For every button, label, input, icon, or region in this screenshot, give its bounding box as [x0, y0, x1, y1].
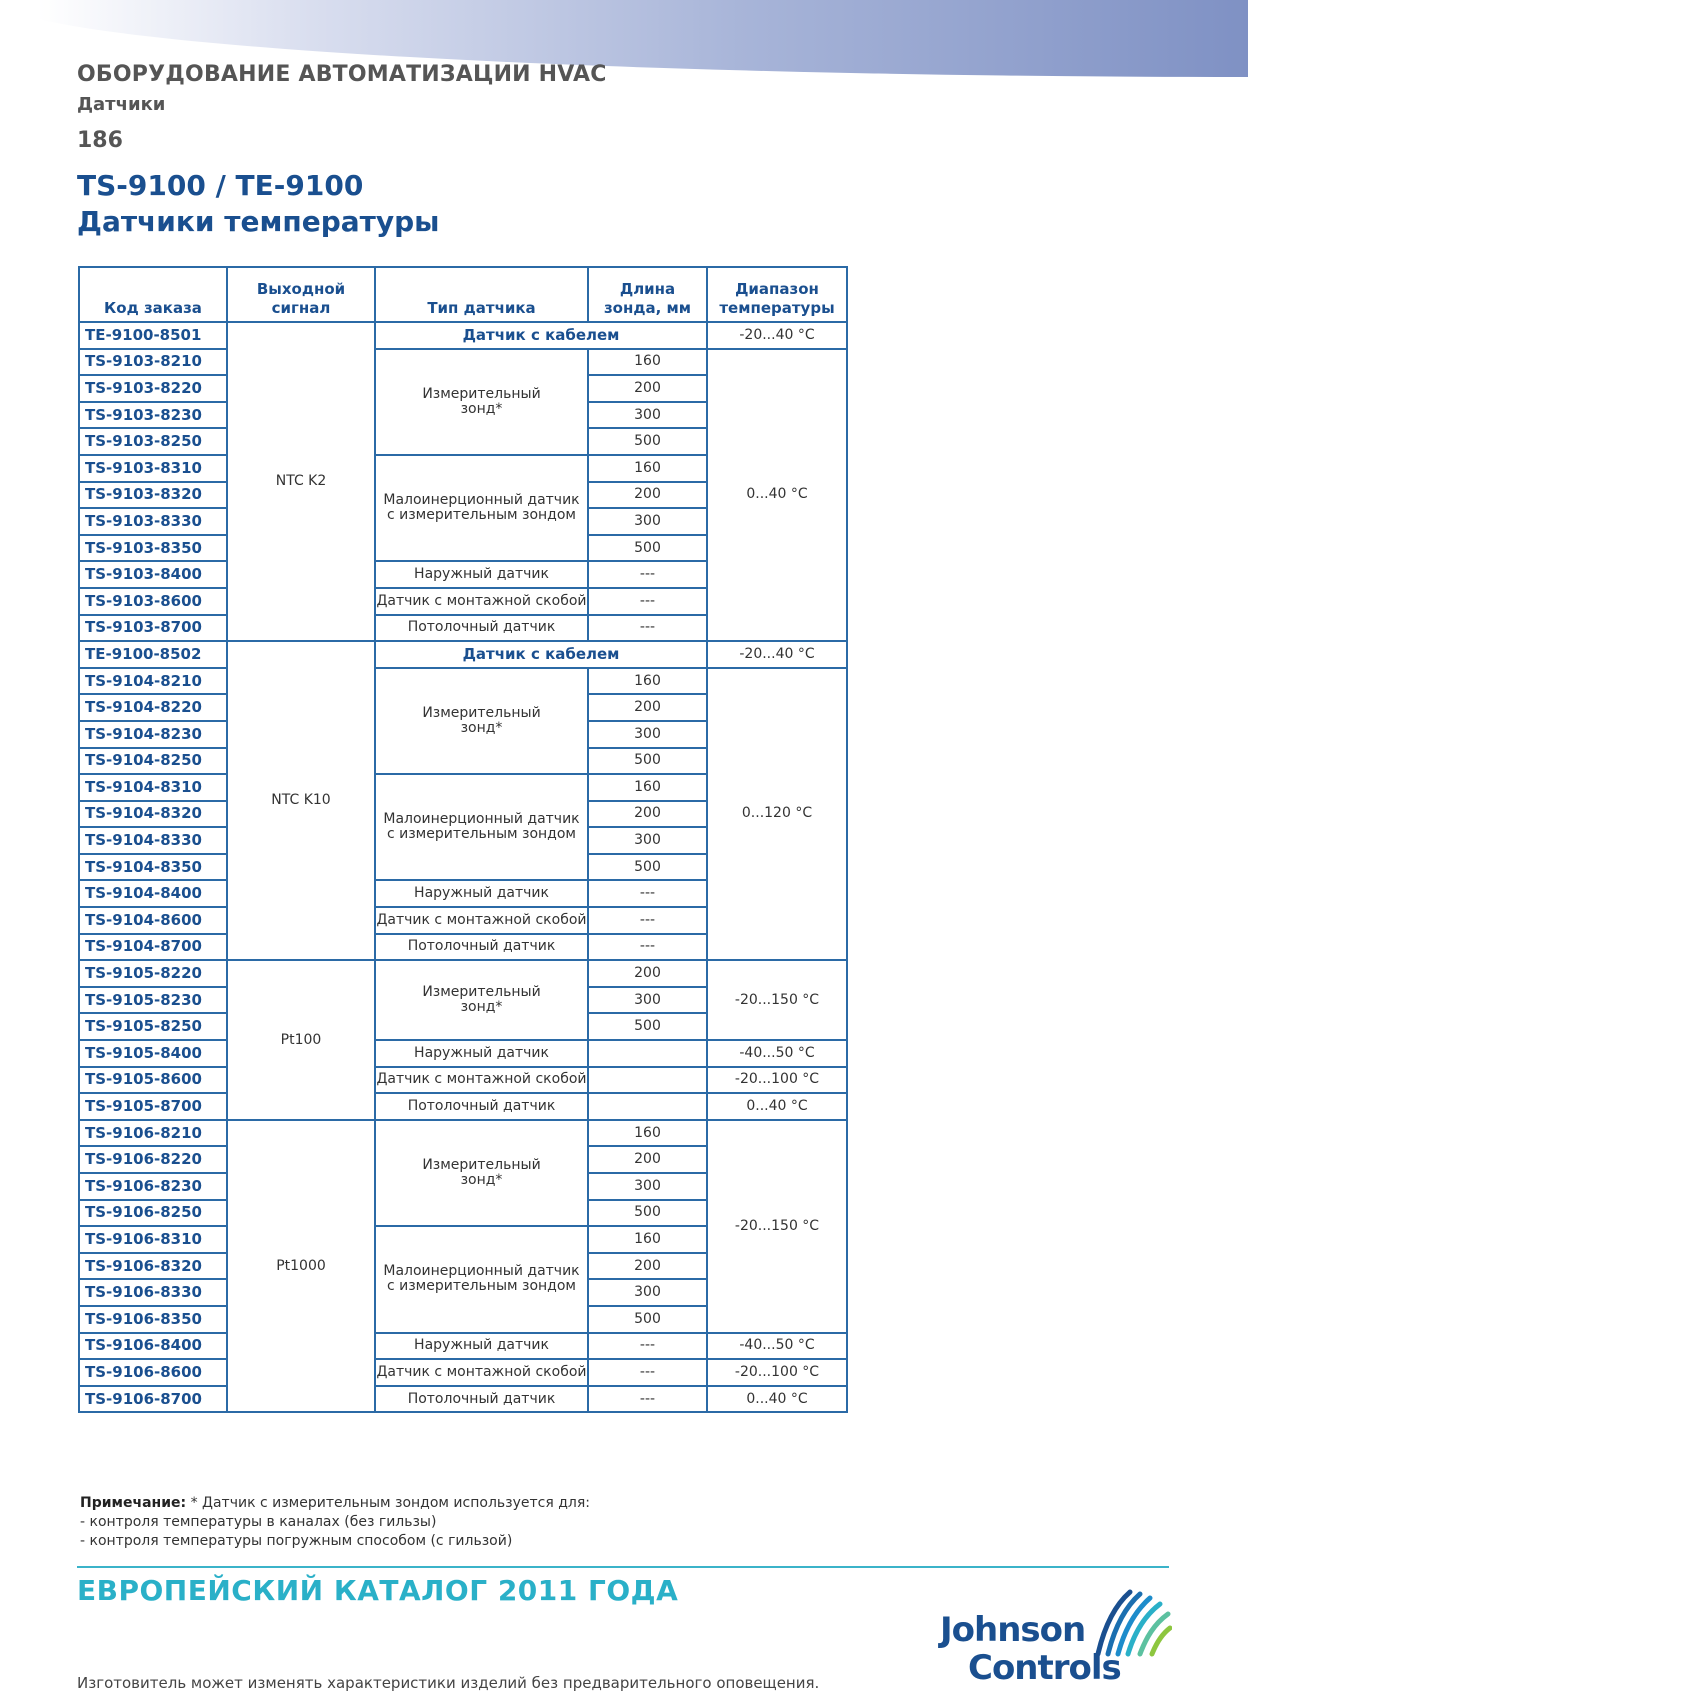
lowinertia-label-l2: с измерительным зондом — [386, 507, 576, 524]
lowinertia-label-l2: с измерительным зондом — [386, 826, 576, 843]
probe-length: 300 — [588, 827, 707, 854]
probe-label-l1: Измерительный — [422, 385, 541, 402]
sensor-type-outdoor: Наружный датчик — [375, 1040, 588, 1067]
probe-length: --- — [588, 934, 707, 961]
footnote-text: * Датчик с измерительным зондом используется для: — [186, 1495, 590, 1511]
probe-length: 160 — [588, 1120, 707, 1147]
order-code: TS-9104-8400 — [79, 880, 227, 907]
order-code: TS-9103-8400 — [79, 561, 227, 588]
probe-length: 500 — [588, 1200, 707, 1227]
temp-range: -40...50 °C — [707, 1333, 847, 1360]
table-row — [79, 1067, 847, 1094]
temp-range: -20...100 °C — [707, 1067, 847, 1094]
order-code: TS-9106-8330 — [79, 1279, 227, 1306]
logo-text-controls: Controls — [968, 1648, 1121, 1688]
probe-label-l1: Измерительный — [422, 704, 541, 721]
sensor-type-bracket: Датчик с монтажной скобой — [375, 588, 588, 615]
header-type: Тип датчика — [375, 267, 588, 322]
subsection-title: Датчики — [77, 94, 166, 115]
probe-length: 200 — [588, 694, 707, 721]
sensor-type-outdoor: Наружный датчик — [375, 880, 588, 907]
sensor-type-bracket: Датчик с монтажной скобой — [375, 1067, 588, 1094]
order-code: TS-9103-8350 — [79, 535, 227, 562]
table-row — [79, 1040, 847, 1067]
probe-length: 160 — [588, 349, 707, 376]
probe-length: --- — [588, 1359, 707, 1386]
order-code: TS-9104-8320 — [79, 801, 227, 828]
probe-length: 300 — [588, 1173, 707, 1200]
catalog-title: ЕВРОПЕЙСКИЙ КАТАЛОГ 2011 ГОДА — [77, 1574, 679, 1607]
probe-length: 200 — [588, 960, 707, 987]
order-code: TS-9103-8600 — [79, 588, 227, 615]
probe-length: 500 — [588, 854, 707, 881]
order-code: TS-9106-8210 — [79, 1120, 227, 1147]
probe-length: 160 — [588, 774, 707, 801]
order-code: TS-9106-8220 — [79, 1146, 227, 1173]
product-name: Датчики температуры — [77, 205, 440, 238]
lowinertia-label-l1: Малоинерционный датчик — [383, 492, 580, 509]
probe-length: 500 — [588, 1013, 707, 1040]
lowinertia-label-l1: Малоинерционный датчик — [383, 1263, 580, 1280]
probe-length: 160 — [588, 455, 707, 482]
probe-length: 500 — [588, 428, 707, 455]
order-code: TS-9105-8700 — [79, 1093, 227, 1120]
product-model: TS-9100 / TE-9100 — [77, 169, 364, 202]
probe-label-l2: зонд* — [460, 999, 503, 1016]
temp-range: -20...40 °C — [707, 641, 847, 668]
probe-length: --- — [588, 1333, 707, 1360]
footnote-line-2: - контроля температуры погружным способом (с гильзой) — [80, 1533, 513, 1549]
probe-label-l2: зонд* — [460, 1172, 503, 1188]
header-length-l2: зонда, мм — [603, 299, 692, 317]
probe-length: 200 — [588, 375, 707, 402]
probe-length: 160 — [588, 1226, 707, 1253]
footnote-line-1: - контроля температуры в каналах (без гильзы) — [80, 1514, 437, 1530]
probe-length: 300 — [588, 721, 707, 748]
probe-length: 200 — [588, 1146, 707, 1173]
order-code: TS-9104-8210 — [79, 668, 227, 695]
order-code: TS-9106-8700 — [79, 1386, 227, 1413]
order-code: TE-9100-8502 — [79, 641, 227, 668]
temp-range: 0...40 °C — [707, 349, 847, 642]
temp-range: -20...100 °C — [707, 1359, 847, 1386]
table-row — [79, 349, 847, 376]
product-title — [77, 168, 440, 240]
temp-range: -20...150 °C — [707, 1120, 847, 1333]
probe-length: 500 — [588, 535, 707, 562]
specification-table — [78, 266, 848, 1413]
johnson-controls-logo — [940, 1588, 1172, 1692]
header-range — [707, 267, 847, 322]
sensor-type-outdoor: Наружный датчик — [375, 561, 588, 588]
temp-range: 0...40 °C — [707, 1093, 847, 1120]
sensor-type-probe — [375, 1120, 588, 1226]
order-code: TS-9106-8310 — [79, 1226, 227, 1253]
temp-range: -20...40 °C — [707, 322, 847, 349]
order-code: TS-9105-8220 — [79, 960, 227, 987]
table-row — [79, 1333, 847, 1360]
temp-range: -40...50 °C — [707, 1040, 847, 1067]
order-code: TS-9104-8700 — [79, 934, 227, 961]
probe-label-l1: Измерительный — [422, 984, 541, 1001]
order-code: TS-9106-8250 — [79, 1200, 227, 1227]
header-signal-l1: Выходной — [256, 280, 346, 298]
order-code: TS-9103-8700 — [79, 615, 227, 642]
order-code: TS-9106-8400 — [79, 1333, 227, 1360]
probe-length: 300 — [588, 1279, 707, 1306]
section-title: ОБОРУДОВАНИЕ АВТОМАТИЗАЦИИ HVAC — [77, 62, 607, 87]
sensor-type-lowinertia — [375, 774, 588, 880]
order-code: TS-9105-8230 — [79, 987, 227, 1014]
probe-length: --- — [588, 907, 707, 934]
sensor-type-probe — [375, 960, 588, 1040]
header-length — [588, 267, 707, 322]
probe-length: --- — [588, 588, 707, 615]
probe-length — [588, 1040, 707, 1067]
table-row — [79, 322, 847, 349]
probe-length: 300 — [588, 402, 707, 429]
output-signal: NTC K2 — [227, 322, 375, 641]
order-code: TS-9104-8330 — [79, 827, 227, 854]
sensor-type-ceiling: Потолочный датчик — [375, 934, 588, 961]
order-code: TS-9104-8600 — [79, 907, 227, 934]
header-signal — [227, 267, 375, 322]
table-row — [79, 1359, 847, 1386]
order-code: TS-9103-8320 — [79, 482, 227, 509]
sensor-type-cable: Датчик с кабелем — [375, 322, 707, 349]
sensor-type-ceiling: Потолочный датчик — [375, 615, 588, 642]
table-row — [79, 641, 847, 668]
footnote — [80, 1494, 590, 1551]
sensor-type-outdoor: Наружный датчик — [375, 1333, 588, 1360]
temp-range: 0...40 °C — [707, 1386, 847, 1413]
probe-length: --- — [588, 615, 707, 642]
order-code: TS-9105-8600 — [79, 1067, 227, 1094]
header-range-l1: Диапазон — [735, 280, 819, 298]
probe-length: 200 — [588, 482, 707, 509]
order-code: TS-9103-8310 — [79, 455, 227, 482]
sensor-type-ceiling: Потолочный датчик — [375, 1386, 588, 1413]
lowinertia-label-l1: Малоинерционный датчик — [383, 811, 580, 828]
sensor-type-probe — [375, 349, 588, 455]
table-row — [79, 668, 847, 695]
probe-length — [588, 1067, 707, 1094]
table-row — [79, 1120, 847, 1147]
probe-label-l1: Измерительный — [422, 1157, 541, 1173]
order-code: TE-9100-8501 — [79, 322, 227, 349]
table-row — [79, 1093, 847, 1120]
sensor-type-bracket: Датчик с монтажной скобой — [375, 907, 588, 934]
probe-length: 300 — [588, 987, 707, 1014]
header-range-l2: температуры — [719, 299, 835, 317]
order-code: TS-9103-8330 — [79, 508, 227, 535]
sensor-type-lowinertia — [375, 455, 588, 561]
probe-length: --- — [588, 1386, 707, 1413]
page-number: 186 — [77, 128, 123, 153]
lowinertia-label-l2: с измерительным зондом — [386, 1278, 576, 1295]
order-code: TS-9104-8220 — [79, 694, 227, 721]
footnote-main — [80, 1494, 590, 1513]
temp-range: 0...120 °C — [707, 668, 847, 961]
order-code: TS-9104-8350 — [79, 854, 227, 881]
order-code: TS-9106-8350 — [79, 1306, 227, 1333]
order-code: TS-9104-8310 — [79, 774, 227, 801]
probe-length: 500 — [588, 1306, 707, 1333]
sensor-type-cable: Датчик с кабелем — [375, 641, 707, 668]
logo-text-johnson: Johnson — [940, 1610, 1086, 1650]
probe-length: --- — [588, 880, 707, 907]
order-code: TS-9105-8400 — [79, 1040, 227, 1067]
output-signal: Pt100 — [227, 960, 375, 1120]
header-signal-l2: сигнал — [271, 299, 331, 317]
probe-label-l2: зонд* — [460, 719, 503, 736]
probe-length: --- — [588, 561, 707, 588]
order-code: TS-9104-8250 — [79, 748, 227, 775]
order-code: TS-9103-8220 — [79, 375, 227, 402]
sensor-type-ceiling: Потолочный датчик — [375, 1093, 588, 1120]
header-length-l1: Длина — [619, 280, 676, 298]
table-row — [79, 960, 847, 987]
order-code: TS-9106-8600 — [79, 1359, 227, 1386]
sensor-type-bracket: Датчик с монтажной скобой — [375, 1359, 588, 1386]
order-code: TS-9103-8250 — [79, 428, 227, 455]
disclaimer: Изготовитель может изменять характеристики изделий без предварительного оповещения. — [77, 1674, 820, 1692]
footer-divider — [77, 1566, 1169, 1568]
probe-length: 200 — [588, 1253, 707, 1280]
probe-length: 160 — [588, 668, 707, 695]
order-code: TS-9103-8230 — [79, 402, 227, 429]
sensor-type-probe — [375, 668, 588, 774]
output-signal: NTC K10 — [227, 641, 375, 960]
order-code: TS-9103-8210 — [79, 349, 227, 376]
order-code: TS-9105-8250 — [79, 1013, 227, 1040]
probe-length: 200 — [588, 801, 707, 828]
temp-range: -20...150 °C — [707, 960, 847, 1040]
sensor-type-lowinertia — [375, 1226, 588, 1332]
order-code: TS-9106-8230 — [79, 1173, 227, 1200]
output-signal: Pt1000 — [227, 1120, 375, 1413]
order-code: TS-9106-8320 — [79, 1253, 227, 1280]
order-code: TS-9104-8230 — [79, 721, 227, 748]
probe-length: 500 — [588, 748, 707, 775]
probe-length: 300 — [588, 508, 707, 535]
table-header-row — [79, 267, 847, 322]
table-row — [79, 1386, 847, 1413]
probe-label-l2: зонд* — [460, 400, 503, 417]
probe-length — [588, 1093, 707, 1120]
footnote-label: Примечание: — [80, 1495, 187, 1511]
header-code: Код заказа — [79, 267, 227, 322]
